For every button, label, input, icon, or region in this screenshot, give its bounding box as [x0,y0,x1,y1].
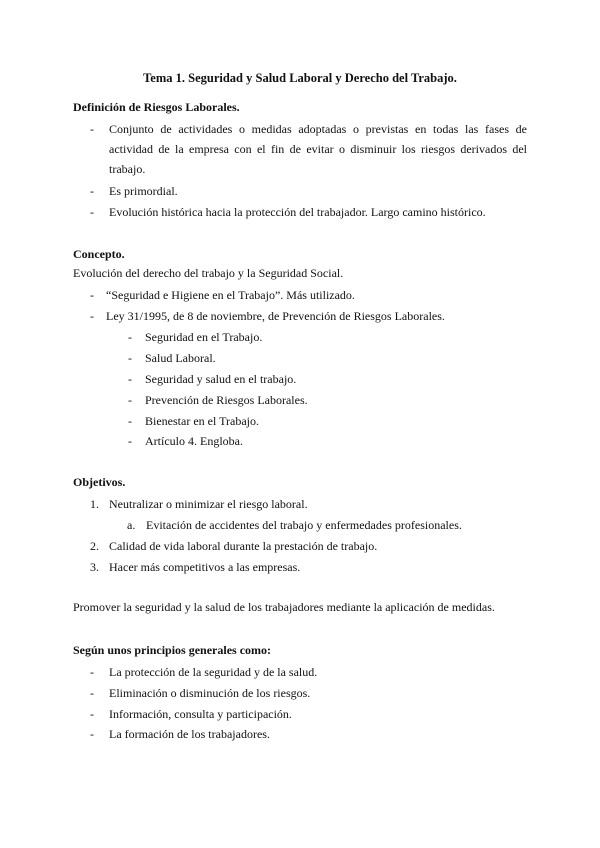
list-item-text: La formación de los trabajadores. [109,727,270,741]
bullet-marker: - [90,184,94,198]
sub-list-item-text: Bienestar en el Trabajo. [145,414,259,428]
numbered-item-text: Calidad de vida laboral durante la prestación de trabajo. [109,539,378,553]
bullet-marker: - [90,686,94,700]
list-item-text: Es primordial. [109,184,178,198]
numbered-item-text: Neutralizar o minimizar el riesgo laboral. [109,497,308,511]
list-item-text: La protección de la seguridad y de la salud. [109,665,318,679]
bullet-marker: - [90,288,94,302]
sub-list-item-text: Salud Laboral. [145,351,216,365]
sub-list-item-text: Seguridad en el Trabajo. [145,330,263,344]
bullet-marker: - [90,727,94,741]
bullet-marker: - [128,393,132,407]
numbered-item-text: Hacer más competitivos a las empresas. [109,560,301,574]
list-item-text: Eliminación o disminución de los riesgos. [109,686,311,700]
bullet-marker: - [90,205,94,219]
closing-paragraph: Promover la seguridad y la salud de los trabajadores mediante la aplicación de medidas. [73,600,495,614]
bullet-marker: - [128,414,132,428]
bullet-marker: - [90,122,94,136]
list-item-text: Información, consulta y participación. [109,707,292,721]
section-heading-objetivos: Objetivos. [73,475,126,489]
sub-list-item-text: Prevención de Riesgos Laborales. [145,393,308,407]
section-heading-principios: Según unos principios generales como: [73,643,272,657]
sub-list-item-text: Seguridad y salud en el trabajo. [145,372,297,386]
bullet-marker: - [128,434,132,448]
letter-marker: a. [127,518,136,532]
bullet-marker: - [128,351,132,365]
list-item-text: Ley 31/1995, de 8 de noviembre, de Prevención de Riesgos Laborales. [106,309,445,323]
section-intro: Evolución del derecho del trabajo y la Seguridad Social. [73,266,344,280]
lettered-subitem-text: Evitación de accidentes del trabajo y enfermedades profesionales. [146,518,462,532]
bullet-marker: - [128,330,132,344]
list-item-text: “Seguridad e Higiene en el Trabajo”. Más utilizado. [106,288,355,302]
bullet-marker: - [128,372,132,386]
number-marker: 1. [90,497,99,511]
bullet-marker: - [90,309,94,323]
number-marker: 2. [90,539,99,553]
page-title: Tema 1. Seguridad y Salud Laboral y Derecho del Trabajo. [143,71,457,85]
section-heading-concepto: Concepto. [73,247,125,261]
bullet-marker: - [90,665,94,679]
bullet-marker: - [90,707,94,721]
list-item-text: Conjunto de actividades o medidas adoptadas o previstas en todas las fases de actividad de la empresa con el fin de evitar o disminuir los riesgos derivados del trabajo. [109,122,527,176]
list-item-text: Evolución histórica hacia la protección del trabajador. Largo camino histórico. [109,205,486,219]
number-marker: 3. [90,560,99,574]
sub-list-item-text: Artículo 4. Engloba. [145,434,243,448]
section-heading-definicion: Definición de Riesgos Laborales. [73,100,240,114]
